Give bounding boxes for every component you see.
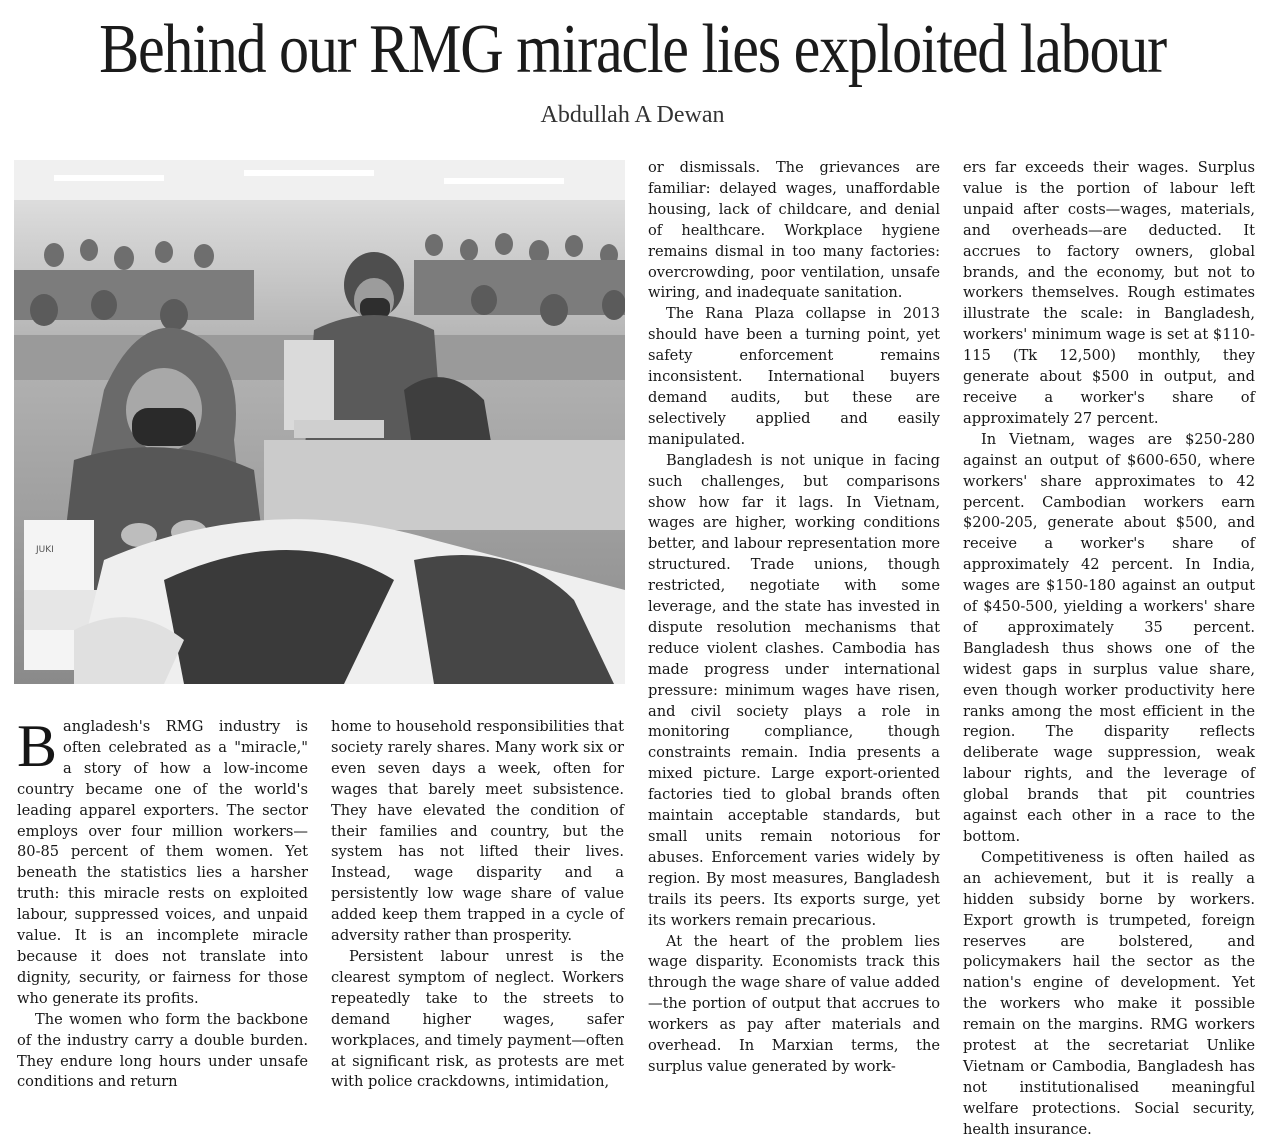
garment-factory-photo bbox=[14, 160, 625, 684]
machine-brand-label: JUKI bbox=[36, 545, 54, 555]
paragraph-comparisons: Bangladesh is not unique in facing such challenges, but comparisons show how far it lags. In Vietnam, wages are higher, working conditions better, and labour representation more structured. Trade unions, though restricted, negotiate with some leverage, and the state has invested in dispute resolution mechanisms that reduce violent clashes. Cambodia has made progress under international pressure: minimum wages have risen, and civil society plays a role in monitoring compliance, though constraints remain. India presents a mixed picture. Large export-oriented factories tied to global brands often maintain acceptable standards, but small units remain notorious for abuses. Enforcement varies widely by region. By most measures, Bangladesh trails its peers. Its exports surge, yet its workers remain precarious. bbox=[648, 451, 940, 929]
paragraph-regional-wages: In Vietnam, wages are $250-280 against an output of $600-650, where workers' share approximates to 42 percent. Cambodian workers earn $200-205, generate about $500, and receive a worker's share of approximately 42 percent. In India, wages are $150-180 against an output of $450-500, yielding a workers' share of approximately 35 percent. Bangladesh thus shows one of the widest gaps in surplus value share, even though worker productivity here ranks among the most efficient in the region. The disparity reflects deliberate wage suppression, weak labour rights, and the leverage of global brands that pit countries against each other in a race to the bottom. bbox=[963, 430, 1255, 845]
paragraph-wage-disparity: At the heart of the problem lies wage disparity. Economists track this through the wage share of value added—the portion of output that accrues to workers as pay after materials and overhead. In Marxian terms, the surplus value generated by work- bbox=[648, 932, 940, 1075]
article-column-1 bbox=[17, 713, 308, 1093]
article-column-3 bbox=[648, 158, 940, 1078]
paragraph-labour-unrest-cont: or dismissals. The grievances are familiar: delayed wages, unaffordable housing, lack of childcare, and denial of healthcare. Workplace hygiene remains dismal in too many factories: overcrowding, poor ventilation, unsafe wiring, and inadequate sanitation. bbox=[648, 159, 940, 302]
paragraph-labour-unrest: Persistent labour unrest is the clearest symptom of neglect. Workers repeatedly take to the streets to demand higher wages, safer workplaces, and timely payment—often at significant risk, as protests are met with police crackdowns, intimidation, bbox=[331, 947, 624, 1091]
paragraph-competitiveness: Competitiveness is often hailed as an achievement, but it is really a hidden subsidy borne by workers. Export growth is trumpeted, foreign reserves are bolstered, and policymakers hail the sector as the nation's engine of development. Yet the workers who make it possible remain on the margins. RMG workers protest at the secretariat Unlike Vietnam or Cambodia, Bangladesh has not institutionalised meaningful welfare protections. Social security, health insurance. bbox=[963, 848, 1255, 1138]
paragraph-women-burden-cont: home to household responsibilities that society rarely shares. Many work six or even seven days a week, often for wages that barely meet subsistence. They have elevated the condition of their families and country, but the system has not lifted their lives. Instead, wage disparity and a persistently low wage share of value added keep them trapped in a cycle of adversity rather than prosperity. bbox=[331, 718, 624, 945]
article-column-4 bbox=[963, 158, 1255, 1141]
paragraph-intro: angladesh's RMG industry is often celebrated as a "miracle," a story of how a low-income country became one of the world's leading apparel exporters. The sector employs over four million workers—80-85 percent of them women. Yet beneath the statistics lies a harsher truth: this miracle rests on exploited labour, suppressed voices, and unpaid value. It is an incomplete miracle because it does not translate into dignity, security, or fairness for those who generate its profits. bbox=[17, 718, 308, 1007]
article-headline: Behind our RMG miracle lies exploited labour bbox=[99, 11, 1166, 88]
drop-cap: B bbox=[17, 713, 58, 779]
article-column-2 bbox=[331, 717, 624, 1093]
article-byline: Abdullah A Dewan bbox=[540, 102, 725, 128]
paragraph-wage-disparity-cont: ers far exceeds their wages. Surplus value is the portion of labour left unpaid after costs—wages, materials, and overheads—are deducted. It accrues to factory owners, global brands, and the economy, but not to workers themselves. Rough estimates illustrate the scale: in Bangladesh, workers' minimum wage is set at $110-115 (Tk 12,500) monthly, they generate about $500 in output, and receive a worker's share of approximately 27 percent. bbox=[963, 159, 1255, 427]
paragraph-women-burden: The women who form the backbone of the industry carry a double burden. They endure long hours under unsafe conditions and return bbox=[17, 1010, 308, 1091]
paragraph-rana-plaza: The Rana Plaza collapse in 2013 should have been a turning point, yet safety enforcement remains inconsistent. International buyers demand audits, but these are selectively applied and easily manipulated. bbox=[648, 305, 940, 448]
